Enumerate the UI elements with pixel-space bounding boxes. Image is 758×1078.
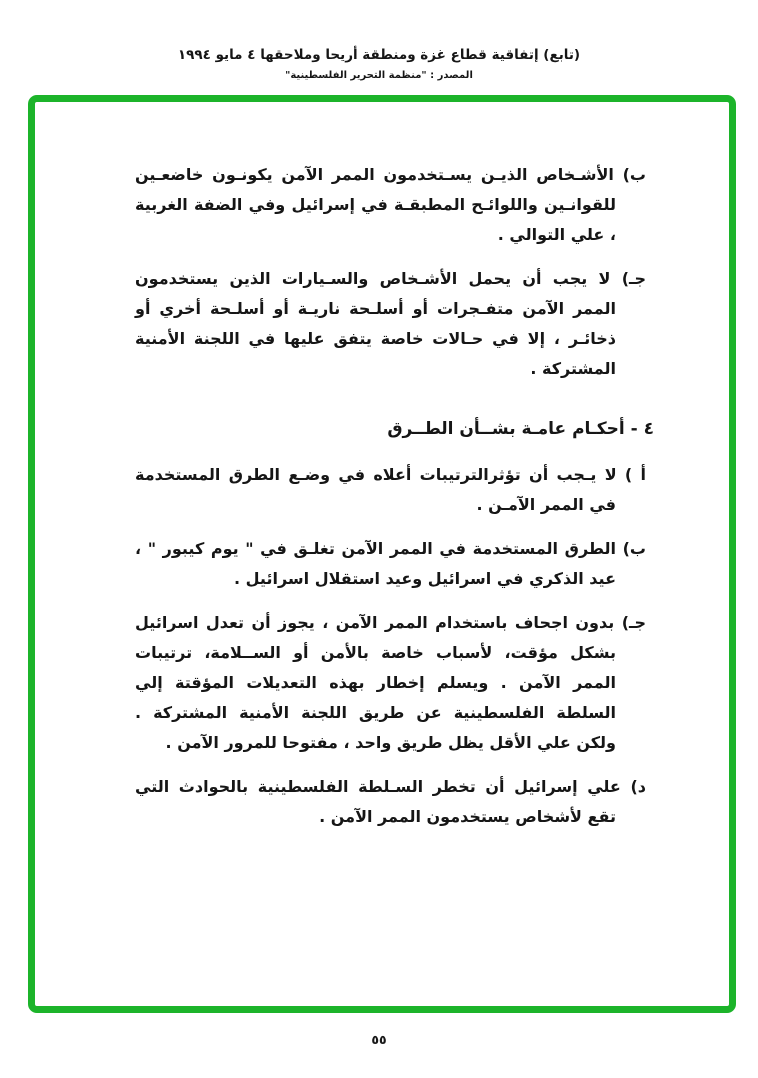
clause-label: ب) — [622, 165, 646, 184]
header-title: (تابع) إتفاقية قطاع غزة ومنطقة أريحا وملاحقها ٤ مايو ١٩٩٤ — [177, 47, 581, 63]
page-number: ٥٥ — [371, 1032, 387, 1047]
clause-item-j1 — [135, 264, 646, 384]
section-heading: ٤ - أحكـام عامـة بشــأن الطــرق — [387, 419, 654, 439]
clause-label: د) — [630, 777, 647, 796]
page-header — [0, 0, 758, 83]
clause-label: أ ) — [624, 465, 647, 484]
clause-text: الأشـخاص الذيـن يسـتخدمون الممر الآمن يكونـون خاضعـين للقوانـين واللوائـح المطبقـة في إسرائيل وفي الضفة الغربية ، علي التوالي . — [135, 165, 616, 244]
clause-text: بدون اجحاف باستخدام الممر الآمن ، يجوز أن تعدل اسرائيل بشكل مؤقت، لأسباب خاصة بالأمن أو الســلامة، ترتيبات الممر الآمن . ويسلم إخطار بهذه التعديلات المؤقتة إلي السلطة الفلسطينية عن طريق اللجنة الأمنية المشتركة . ولكن علي الأقل يظل طريق واحد ، مفتوحا للمرور الآمن . — [135, 613, 616, 752]
clause-label: ب) — [622, 539, 646, 558]
clause-text: الطرق المستخدمة في الممر الآمن تغلـق في " يوم كيبور " ، عيد الذكري في اسرائيل وعيد استقلال اسرائيل . — [135, 539, 616, 588]
clause-item-b2 — [135, 534, 646, 594]
clause-text: لا يجب أن يحمل الأشـخاص والسـيارات الذين يستخدمون الممر الآمن متفـجرات أو أسلـحة ناريـة أو أسلـحة أخري أو ذخائـر ، إلا في حـالات خاصة يتفق عليها في اللجنة الأمنية المشتركة . — [135, 269, 616, 378]
clause-label: جـ) — [621, 269, 646, 288]
clause-label: جـ) — [621, 613, 646, 632]
clause-text: علي إسرائيل أن تخطر السـلطة الفلسطينية بالحوادث التي تقع لأشخاص يستخدمون الممر الآمن . — [135, 777, 621, 826]
header-source: المصدر : "منظمة التحرير الفلسطينية" — [285, 70, 473, 81]
clause-item-a — [135, 460, 646, 520]
clause-item-b1 — [135, 160, 646, 250]
clause-item-j2 — [135, 608, 646, 758]
document-frame — [28, 95, 736, 1013]
content-area — [35, 102, 729, 832]
clause-text: لا يـجب أن تؤثرالترتيبات أعلاه في وضـع الطرق المستخدمة في الممر الآمـن . — [135, 465, 617, 514]
clause-item-d — [135, 772, 646, 832]
